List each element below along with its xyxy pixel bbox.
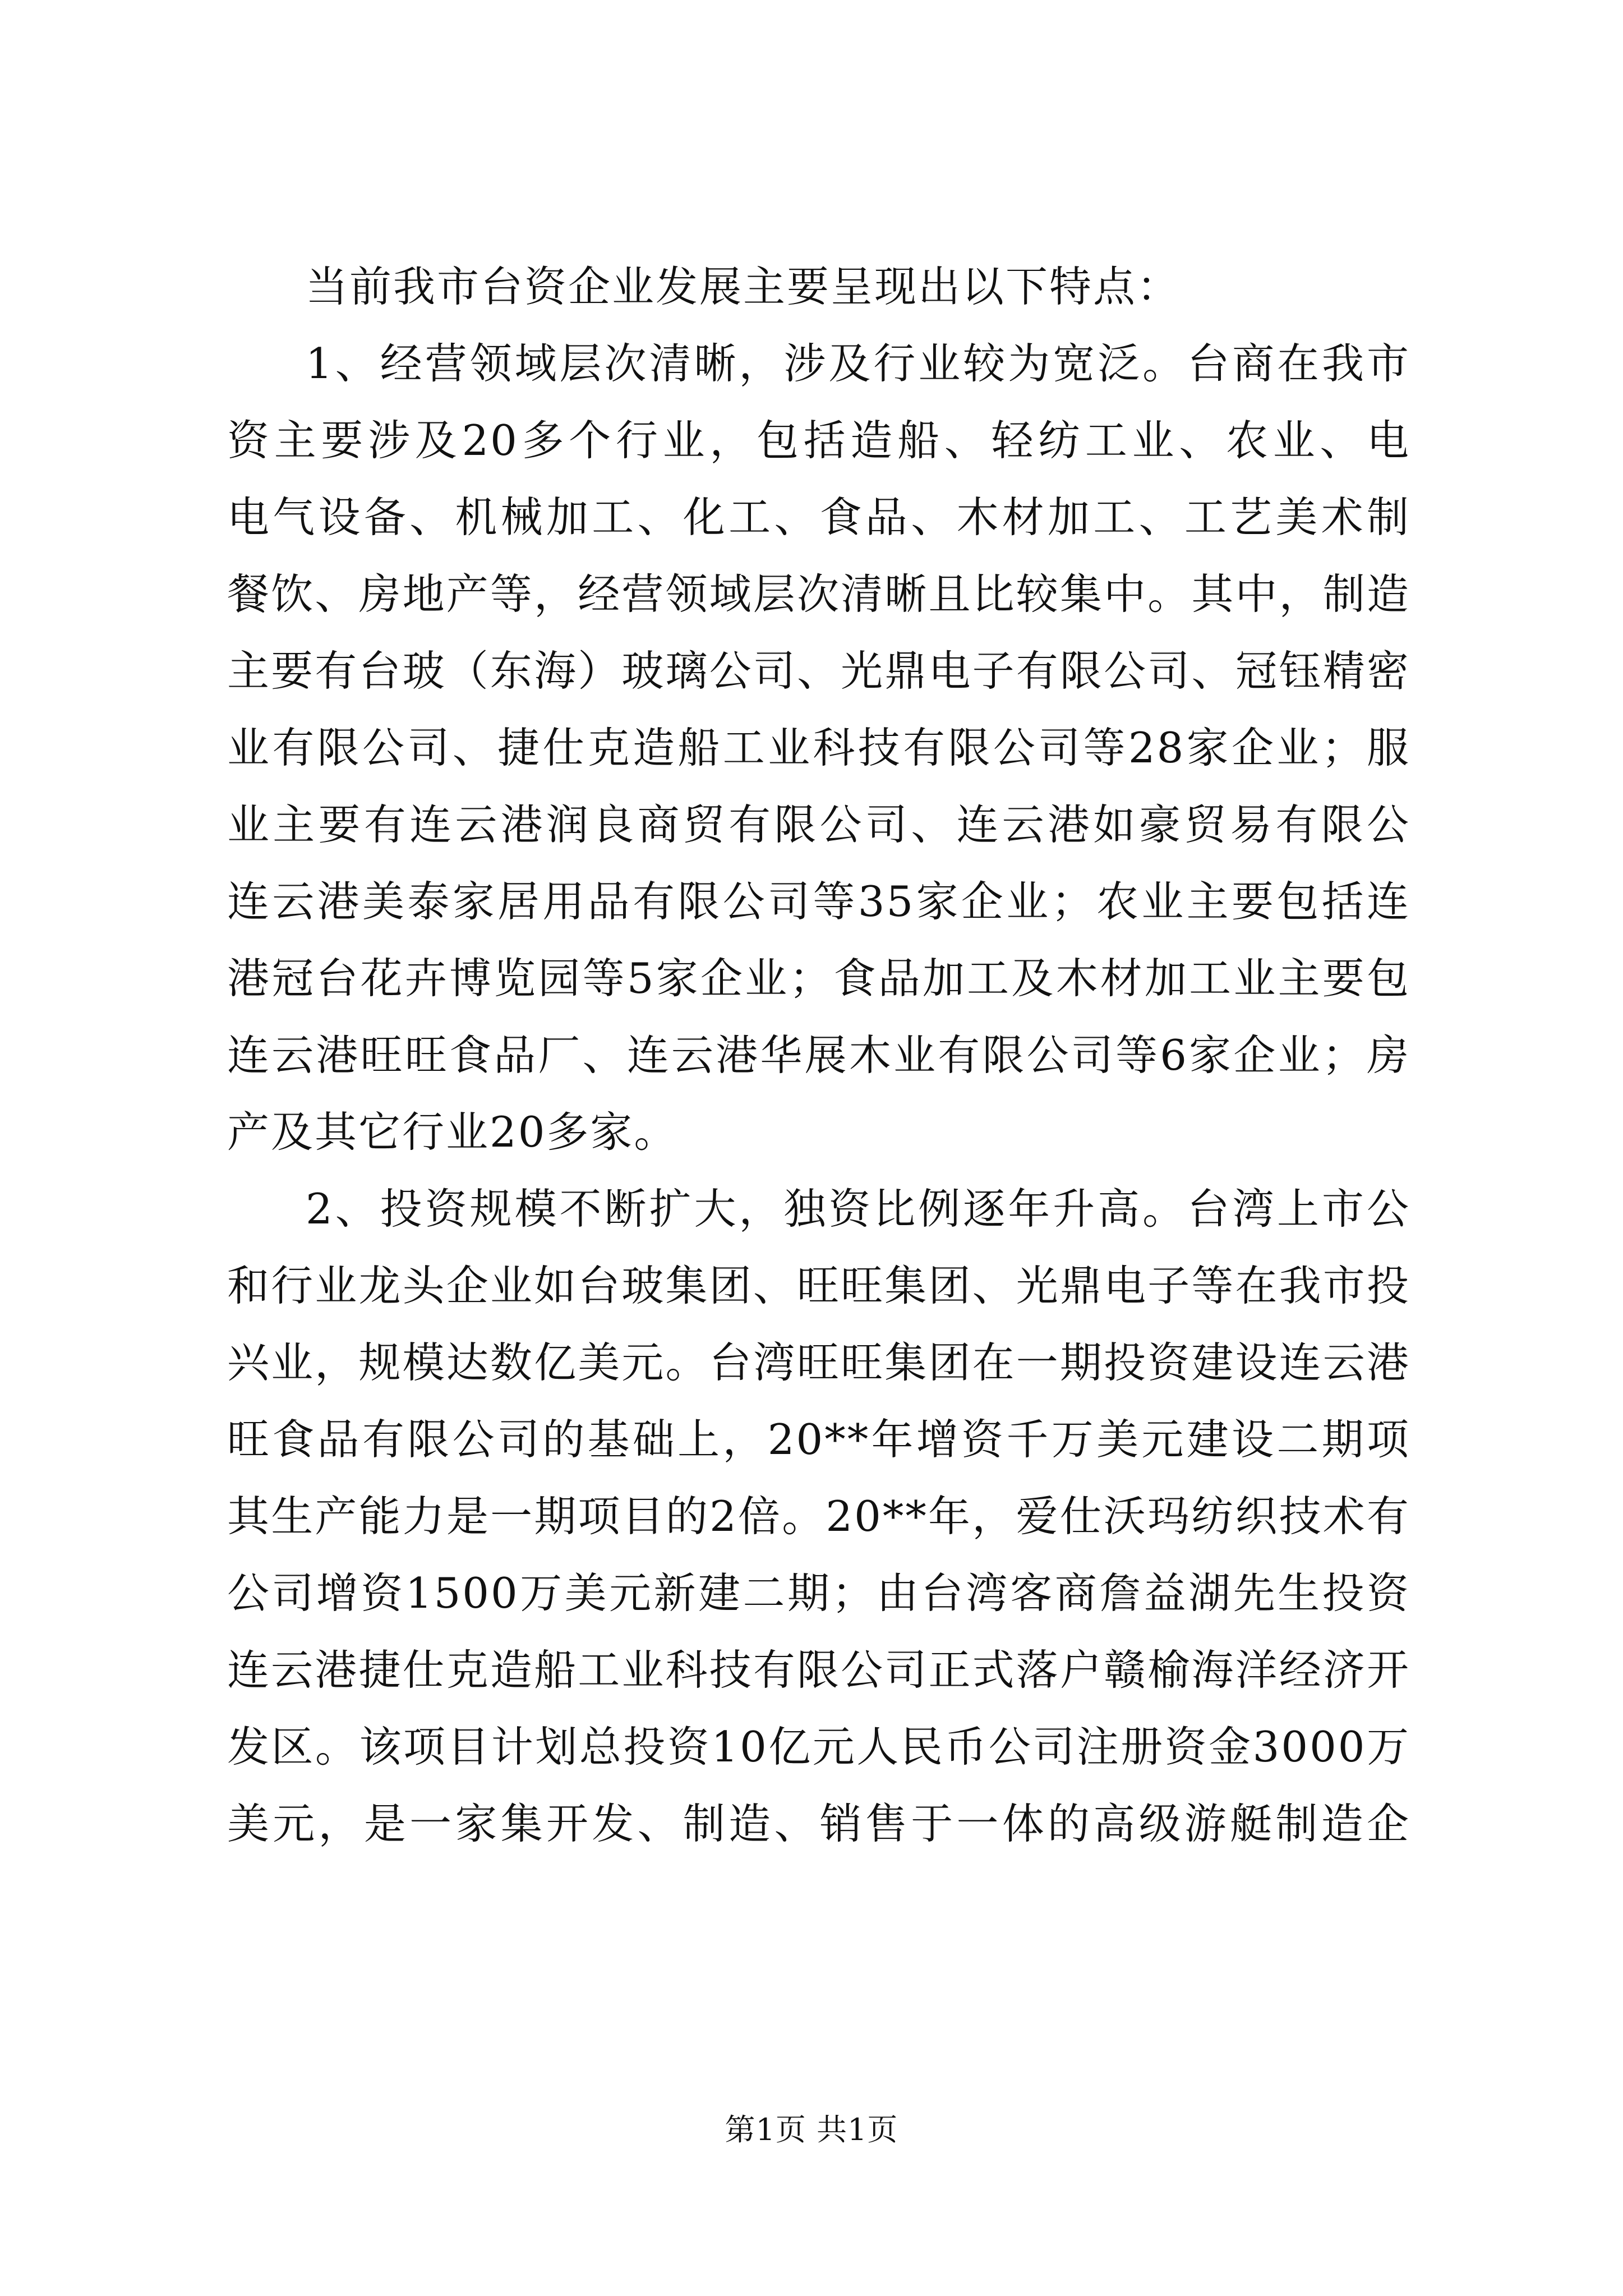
- paragraph-2-line: 和行业龙头企业如台玻集团、旺旺集团、光鼎电子等在我市投: [227, 1261, 1410, 1310]
- paragraph-2-line: 美元，是一家集开发、制造、销售于一体的高级游艇制造企: [227, 1799, 1410, 1848]
- paragraph-1-line: 业主要有连云港润良商贸有限公司、连云港如豪贸易有限公: [227, 800, 1410, 849]
- paragraph-1-line: 产及其它行业20多家。: [227, 1107, 678, 1157]
- paragraph-1-line: 资主要涉及20多个行业，包括造船、轻纺工业、农业、电: [227, 416, 1410, 465]
- paragraph-1-line: 连云港美泰家居用品有限公司等35家企业；农业主要包括连: [227, 877, 1410, 926]
- paragraph-2-line: 2、投资规模不断扩大，独资比例逐年升高。台湾上市公: [306, 1184, 1410, 1234]
- paragraph-2-line: 旺食品有限公司的基础上，20**年增资千万美元建设二期项: [227, 1415, 1410, 1464]
- paragraph-2-line: 其生产能力是一期项目的2倍。20**年，爱仕沃玛纺织技术有: [227, 1492, 1410, 1541]
- paragraph-2-line: 连云港捷仕克造船工业科技有限公司正式落户赣榆海洋经济开: [227, 1645, 1410, 1695]
- paragraph-1-line: 电气设备、机械加工、化工、食品、木材加工、工艺美术制: [227, 493, 1410, 542]
- document-body: [227, 261, 1410, 1875]
- paragraph-1-line: 餐饮、房地产等，经营领域层次清晰且比较集中。其中，制造: [227, 569, 1410, 619]
- paragraph-2-line: 公司增资1500万美元新建二期；由台湾客商詹益湖先生投资: [227, 1568, 1410, 1618]
- paragraph-1-line: 1、经营领域层次清晰，涉及行业较为宽泛。台商在我市: [306, 339, 1410, 388]
- page-number-footer: 第1页 共1页: [725, 2112, 898, 2147]
- paragraph-2-line: 发区。该项目计划总投资10亿元人民币公司注册资金3000万: [227, 1722, 1410, 1772]
- paragraph-1-line: 主要有台玻（东海）玻璃公司、光鼎电子有限公司、冠钰精密: [227, 646, 1410, 696]
- paragraph-1-line: 连云港旺旺食品厂、连云港华展木业有限公司等6家企业；房: [227, 1030, 1410, 1080]
- paragraph-1-line: 业有限公司、捷仕克造船工业科技有限公司等28家企业；服: [227, 723, 1410, 772]
- paragraph-1-line: 港冠台花卉博览园等5家企业；食品加工及木材加工业主要包: [227, 954, 1410, 1003]
- paragraph-2-line: 兴业，规模达数亿美元。台湾旺旺集团在一期投资建设连云港: [227, 1338, 1410, 1387]
- paragraph-intro: 当前我市台资企业发展主要呈现出以下特点：: [306, 262, 1181, 311]
